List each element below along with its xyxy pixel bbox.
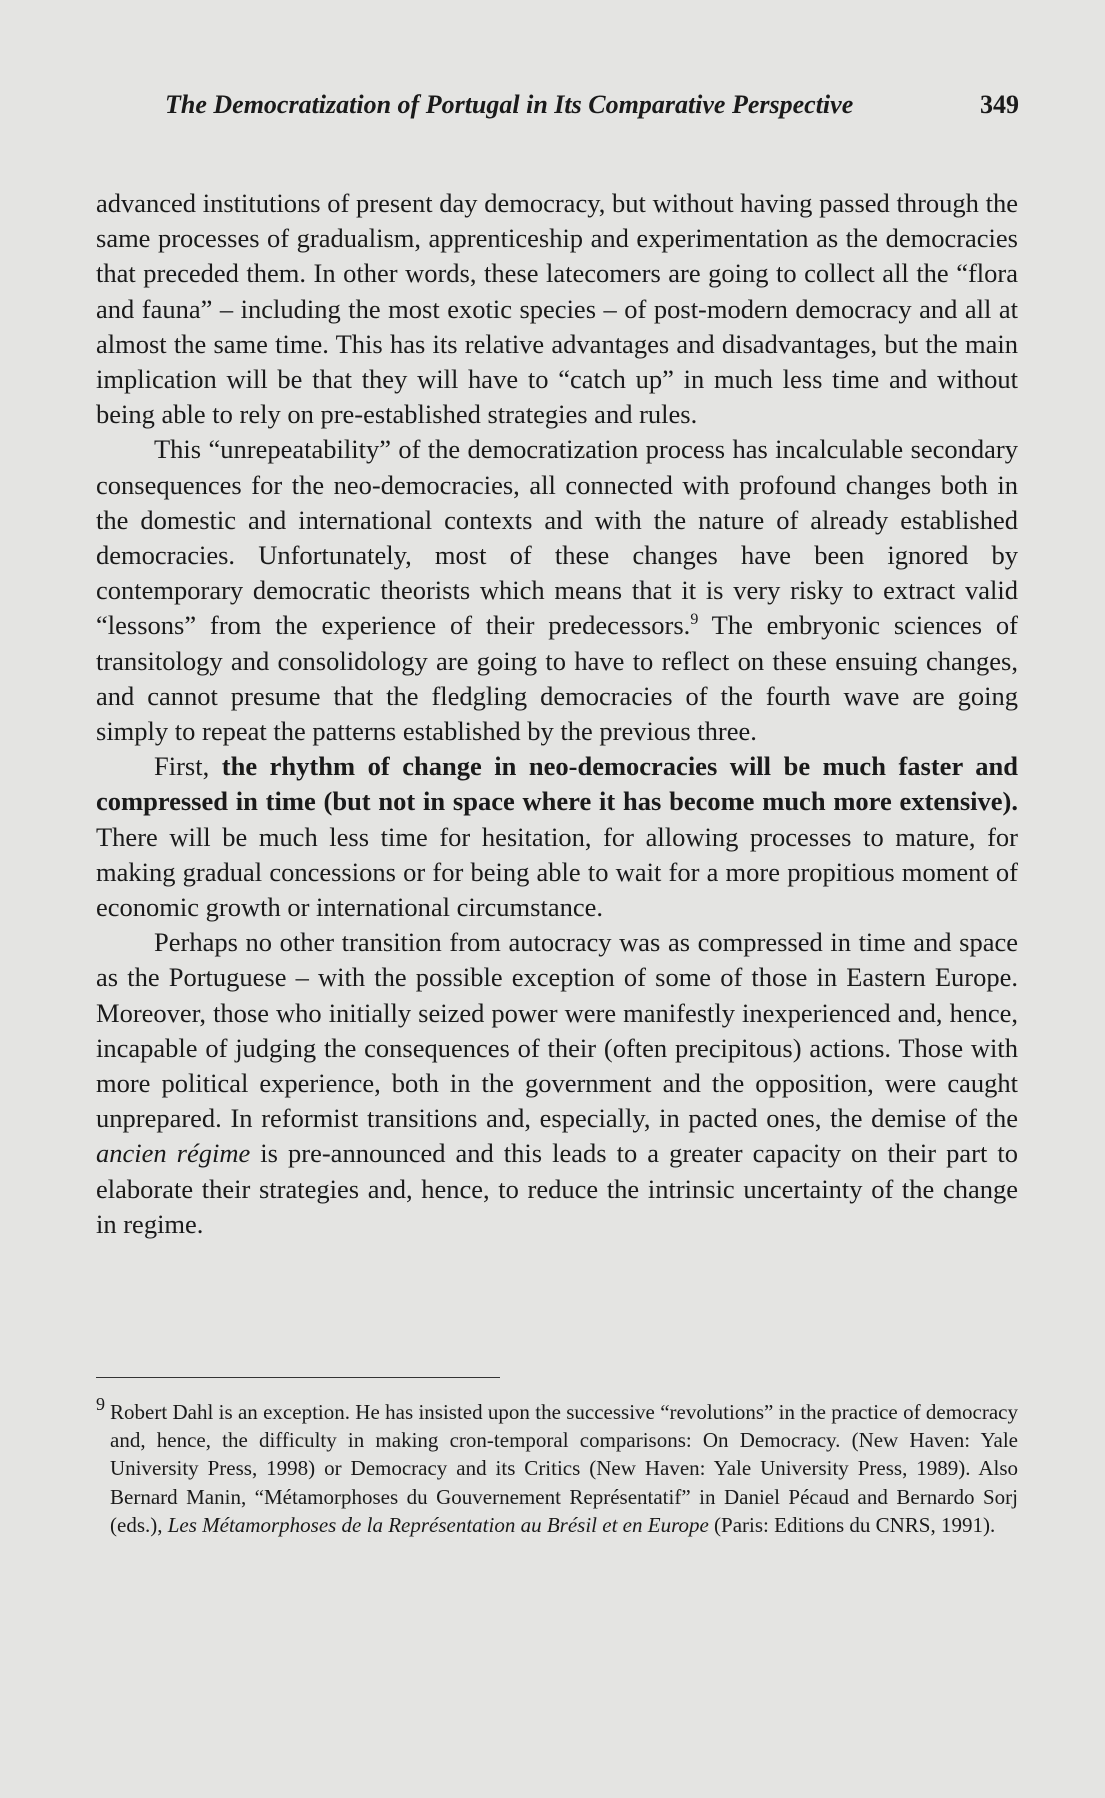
paragraph-4 — [96, 925, 1018, 1242]
running-title: The Democratization of Portugal in Its Comparative Perspective — [165, 90, 854, 119]
paragraph-4-text-a: Perhaps no other transition from autocracy was as compressed in time and space as the Portuguese – with the possible exception of some of those in Eastern Europe. Moreover, those who initially seized power were manifestly inexperienced and, hence, incapable of judging the consequences of their (often precipitous) actions. Those with more political experience, both in the government and the opposition, were caught unprepared. In reformist transitions and, especially, in pacted ones, the demise of the — [96, 927, 1018, 1134]
paragraph-3-text: There will be much less time for hesitation, for allowing processes to mature, for making gradual concessions or for being able to wait for a more propitious moment of economic growth or international circumstance. — [96, 821, 1018, 923]
footnote-reference: 9 — [690, 611, 699, 629]
paragraph-3 — [96, 749, 1018, 925]
footnote-text-a: Robert Dahl is an exception. He has insisted upon the successive “revolutions” in the practice of democracy and, hence, the difficulty in making cron-temporal comparisons: On Democracy. (New Haven: Yale University Press, 1998) or Democracy and its Critics (New Haven: Yale University Press, 1989). Also Bernard Manin, “Métamorphoses du Gouvernement Représentatif” in Daniel Pécaud and Bernardo Sorj (eds.), — [110, 1400, 1018, 1537]
paragraph-3-emphasis: the rhythm of change in neo-democracies will be much faster and compressed in time (but not in space where it has become much more extensive). — [96, 751, 1019, 817]
footnote-divider — [96, 1377, 500, 1378]
paragraph-2-text-b: The embryonic sciences of transitology and consolidology are going to have to reflect on these ensuing changes, and cannot presume that the fledgling democracies of the fourth wave are going simply to repeat the patterns established by the previous three. — [96, 610, 1019, 747]
footnote — [96, 1394, 1018, 1539]
footnote-number: 9 — [96, 1394, 105, 1414]
paragraph-4-italic: ancien régime — [96, 1138, 251, 1169]
body-text — [96, 186, 1018, 1242]
paragraph-4-text-b: is pre-announced and this leads to a greater capacity on their part to elaborate their strategies and, hence, to reduce the intrinsic uncertainty of the change in regime. — [96, 1138, 1018, 1239]
paragraph-2-text-a: This “unrepeatability” of the democratization process has incalculable secondary consequences for the neo-democracies, all connected with profound changes both in the domestic and international contexts and with the nature of already established democracies. Unfortunately, most of these changes have been ignored by contemporary democratic theorists which means that it is very risky to extract valid “lessons” from the experience of their predecessors. — [96, 434, 1018, 641]
paragraph-3-lead: First, — [154, 751, 222, 782]
footnote-body — [96, 1398, 1018, 1539]
footnote-text-b: (Paris: Editions du CNRS, 1991). — [708, 1512, 996, 1537]
page-number: 349 — [980, 90, 1019, 119]
paragraph-1: advanced institutions of present day democracy, but without having passed through the same processes of gradualism, apprenticeship and experimentation as the democracies that preceded them. In other words, these latecomers are going to collect all the “flora and fauna” – including the most exotic species – of post-modern democracy and all at almost the same time. This has its relative advantages and disadvantages, but the main implication will be that they will have to “catch up” in much less time and without being able to rely on pre-established strategies and rules. — [96, 188, 1018, 430]
footnote-italic-title: Les Métamorphoses de la Représentation au Brésil et en Europe — [167, 1512, 709, 1537]
paragraph-2 — [96, 432, 1018, 749]
